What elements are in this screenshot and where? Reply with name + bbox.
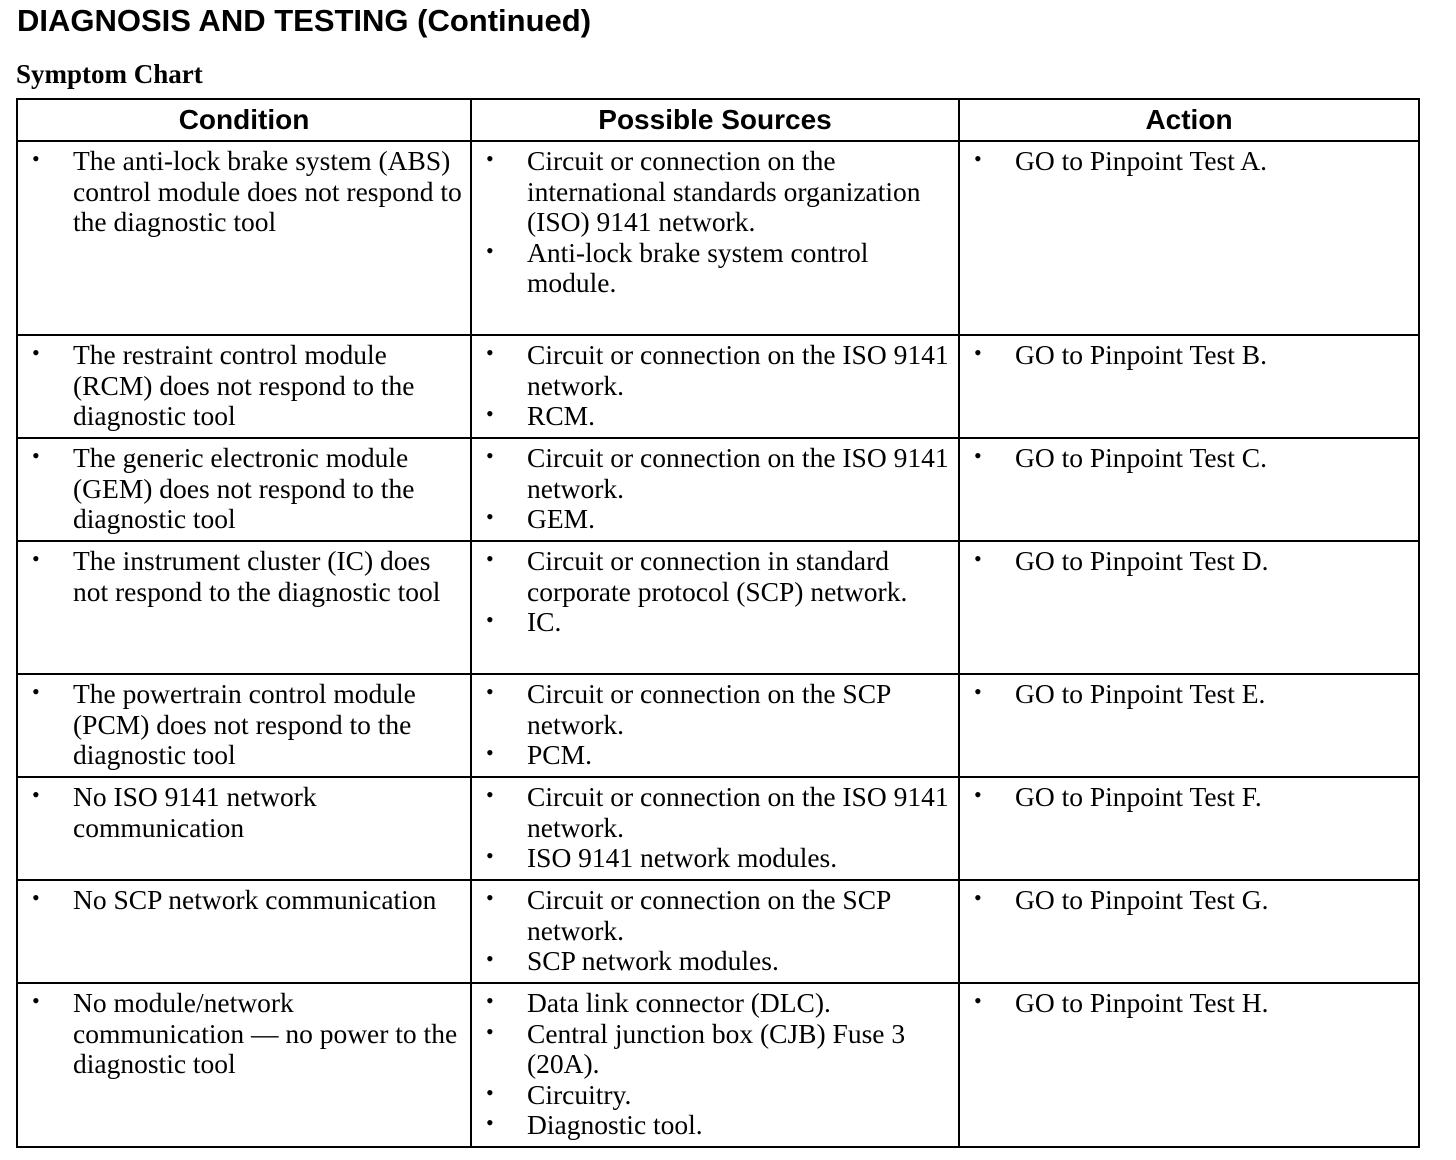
bullet-icon: • xyxy=(486,340,494,365)
condition-text: The powertrain control module (PCM) does not respond to the diagnostic tool xyxy=(73,678,416,770)
condition-cell xyxy=(17,438,471,541)
list-item xyxy=(960,988,1414,1019)
source-text: SCP network modules. xyxy=(527,945,779,976)
action-text: GO to Pinpoint Test F. xyxy=(1015,781,1262,812)
sources-cell xyxy=(471,335,959,438)
page-title: DIAGNOSIS AND TESTING (Continued) xyxy=(17,3,592,38)
condition-cell xyxy=(17,141,471,335)
list-item xyxy=(960,679,1414,710)
source-text: Circuitry. xyxy=(527,1078,632,1110)
table-row xyxy=(17,541,1419,674)
sources-cell xyxy=(471,141,959,335)
bullet-icon: • xyxy=(974,679,982,704)
table-row xyxy=(17,777,1419,880)
list-item xyxy=(472,679,954,740)
source-text: Circuit or connection on the ISO 9141 network. xyxy=(527,442,949,504)
bullet-icon: • xyxy=(32,782,40,807)
source-text: GEM. xyxy=(527,503,595,534)
source-text: Circuit or connection on the ISO 9141 network. xyxy=(527,339,949,401)
bullet-icon: • xyxy=(974,546,982,571)
list-item xyxy=(472,1019,954,1080)
sources-cell xyxy=(471,880,959,983)
bullet-icon: • xyxy=(32,546,40,571)
source-text: PCM. xyxy=(527,739,592,770)
bullet-icon: • xyxy=(486,1110,494,1135)
action-cell xyxy=(959,880,1419,983)
list-item xyxy=(960,146,1414,177)
list-item xyxy=(18,679,466,771)
condition-text: The anti-lock brake system (ABS) control module does not respond to the diagnostic tool xyxy=(73,145,462,237)
list-item xyxy=(472,340,954,401)
sources-cell xyxy=(471,674,959,777)
list-item xyxy=(18,885,466,916)
action-text: GO to Pinpoint Test H. xyxy=(1015,987,1269,1018)
bullet-icon: • xyxy=(974,885,982,910)
section-title: Symptom Chart xyxy=(16,59,203,89)
sources-cell xyxy=(471,983,959,1147)
list-item xyxy=(960,885,1414,916)
bullet-icon: • xyxy=(32,340,40,365)
bullet-icon: • xyxy=(486,885,494,910)
table-row xyxy=(17,880,1419,983)
list-item xyxy=(472,546,954,607)
list-item xyxy=(18,340,466,432)
bullet-icon: • xyxy=(974,782,982,807)
bullet-icon: • xyxy=(486,946,494,971)
bullet-icon: • xyxy=(486,679,494,704)
action-cell xyxy=(959,541,1419,674)
list-item xyxy=(472,946,954,977)
condition-cell xyxy=(17,541,471,674)
table-header-row xyxy=(17,99,1419,141)
list-item xyxy=(472,988,954,1019)
action-cell xyxy=(959,438,1419,541)
action-text: GO to Pinpoint Test E. xyxy=(1015,678,1266,709)
bullet-icon: • xyxy=(486,1079,494,1105)
bullet-icon: • xyxy=(486,546,494,571)
action-text: GO to Pinpoint Test A. xyxy=(1015,145,1267,176)
list-item xyxy=(472,843,954,874)
source-text: Circuit or connection in standard corporate protocol (SCP) network. xyxy=(527,545,908,607)
source-text: RCM. xyxy=(527,400,596,431)
table-row xyxy=(17,983,1419,1147)
bullet-icon: • xyxy=(486,504,494,529)
condition-cell xyxy=(17,880,471,983)
condition-text: The generic electronic module (GEM) does not respond to the diagnostic tool xyxy=(73,442,415,534)
bullet-icon: • xyxy=(486,1018,494,1044)
table-row xyxy=(17,438,1419,541)
list-item xyxy=(472,401,954,432)
header-possible-sources: Possible Sources xyxy=(471,99,959,141)
source-text: Circuit or connection on the SCP network. xyxy=(527,884,891,946)
list-item xyxy=(18,443,466,535)
bullet-icon: • xyxy=(486,740,494,765)
bullet-icon: • xyxy=(974,443,982,468)
list-item xyxy=(960,782,1414,813)
condition-text: No ISO 9141 network communication xyxy=(73,781,317,843)
action-text: GO to Pinpoint Test D. xyxy=(1015,545,1269,576)
list-item xyxy=(472,504,954,535)
list-item xyxy=(472,740,954,771)
source-text: Circuit or connection on the ISO 9141 network. xyxy=(527,781,949,843)
list-item xyxy=(472,1110,954,1141)
source-text: ISO 9141 network modules. xyxy=(527,842,838,873)
bullet-icon: • xyxy=(486,607,494,632)
list-item xyxy=(472,607,954,638)
bullet-icon: • xyxy=(486,401,494,426)
bullet-icon: • xyxy=(974,988,982,1013)
condition-text: The restraint control module (RCM) does not respond to the diagnostic tool xyxy=(73,339,415,431)
action-cell xyxy=(959,983,1419,1147)
list-item xyxy=(472,782,954,843)
action-cell xyxy=(959,335,1419,438)
bullet-icon: • xyxy=(486,146,494,171)
bullet-icon: • xyxy=(32,885,40,910)
list-item xyxy=(472,443,954,504)
action-cell xyxy=(959,674,1419,777)
header-action: Action xyxy=(959,99,1419,141)
action-cell xyxy=(959,141,1419,335)
bullet-icon: • xyxy=(486,988,494,1013)
source-text: Anti-lock brake system control module. xyxy=(527,236,869,298)
bullet-icon: • xyxy=(486,443,494,468)
source-text: Diagnostic tool. xyxy=(527,1109,703,1140)
sources-cell xyxy=(471,777,959,880)
list-item xyxy=(18,546,466,607)
bullet-icon: • xyxy=(32,679,40,704)
list-item xyxy=(960,546,1414,577)
sources-cell xyxy=(471,438,959,541)
source-text: Data link connector (DLC). xyxy=(527,987,831,1018)
source-text: Circuit or connection on the SCP network. xyxy=(527,678,891,740)
header-condition: Condition xyxy=(17,99,471,141)
action-text: GO to Pinpoint Test B. xyxy=(1015,339,1267,370)
list-item xyxy=(960,340,1414,371)
action-text: GO to Pinpoint Test G. xyxy=(1015,884,1269,915)
table-row xyxy=(17,335,1419,438)
table-row xyxy=(17,674,1419,777)
source-text: IC. xyxy=(527,606,562,637)
condition-text: No module/network communication — no power to the diagnostic tool xyxy=(73,987,458,1079)
source-text: Central junction box (CJB) Fuse 3 (20A). xyxy=(527,1017,906,1079)
bullet-icon: • xyxy=(974,340,982,365)
list-item xyxy=(472,1080,954,1111)
bullet-icon: • xyxy=(32,443,40,468)
bullet-icon: • xyxy=(32,988,40,1013)
condition-text: No SCP network communication xyxy=(73,884,437,915)
bullet-icon: • xyxy=(486,782,494,807)
bullet-icon: • xyxy=(32,146,40,171)
condition-cell xyxy=(17,335,471,438)
list-item xyxy=(18,146,466,238)
list-item xyxy=(472,885,954,946)
bullet-icon: • xyxy=(486,237,494,263)
list-item xyxy=(18,988,466,1080)
sources-cell xyxy=(471,541,959,674)
condition-cell xyxy=(17,777,471,880)
condition-text: The instrument cluster (IC) does not respond to the diagnostic tool xyxy=(73,545,441,607)
bullet-icon: • xyxy=(486,843,494,868)
list-item xyxy=(960,443,1414,474)
bullet-icon: • xyxy=(974,146,982,171)
action-text: GO to Pinpoint Test C. xyxy=(1015,442,1267,473)
table-row xyxy=(17,141,1419,335)
action-cell xyxy=(959,777,1419,880)
symptom-chart-table xyxy=(16,98,1420,1148)
condition-cell xyxy=(17,674,471,777)
list-item xyxy=(18,782,466,843)
source-text: Circuit or connection on the international standards organization (ISO) 9141 network. xyxy=(527,145,921,237)
list-item xyxy=(472,238,954,299)
list-item xyxy=(472,146,954,238)
condition-cell xyxy=(17,983,471,1147)
